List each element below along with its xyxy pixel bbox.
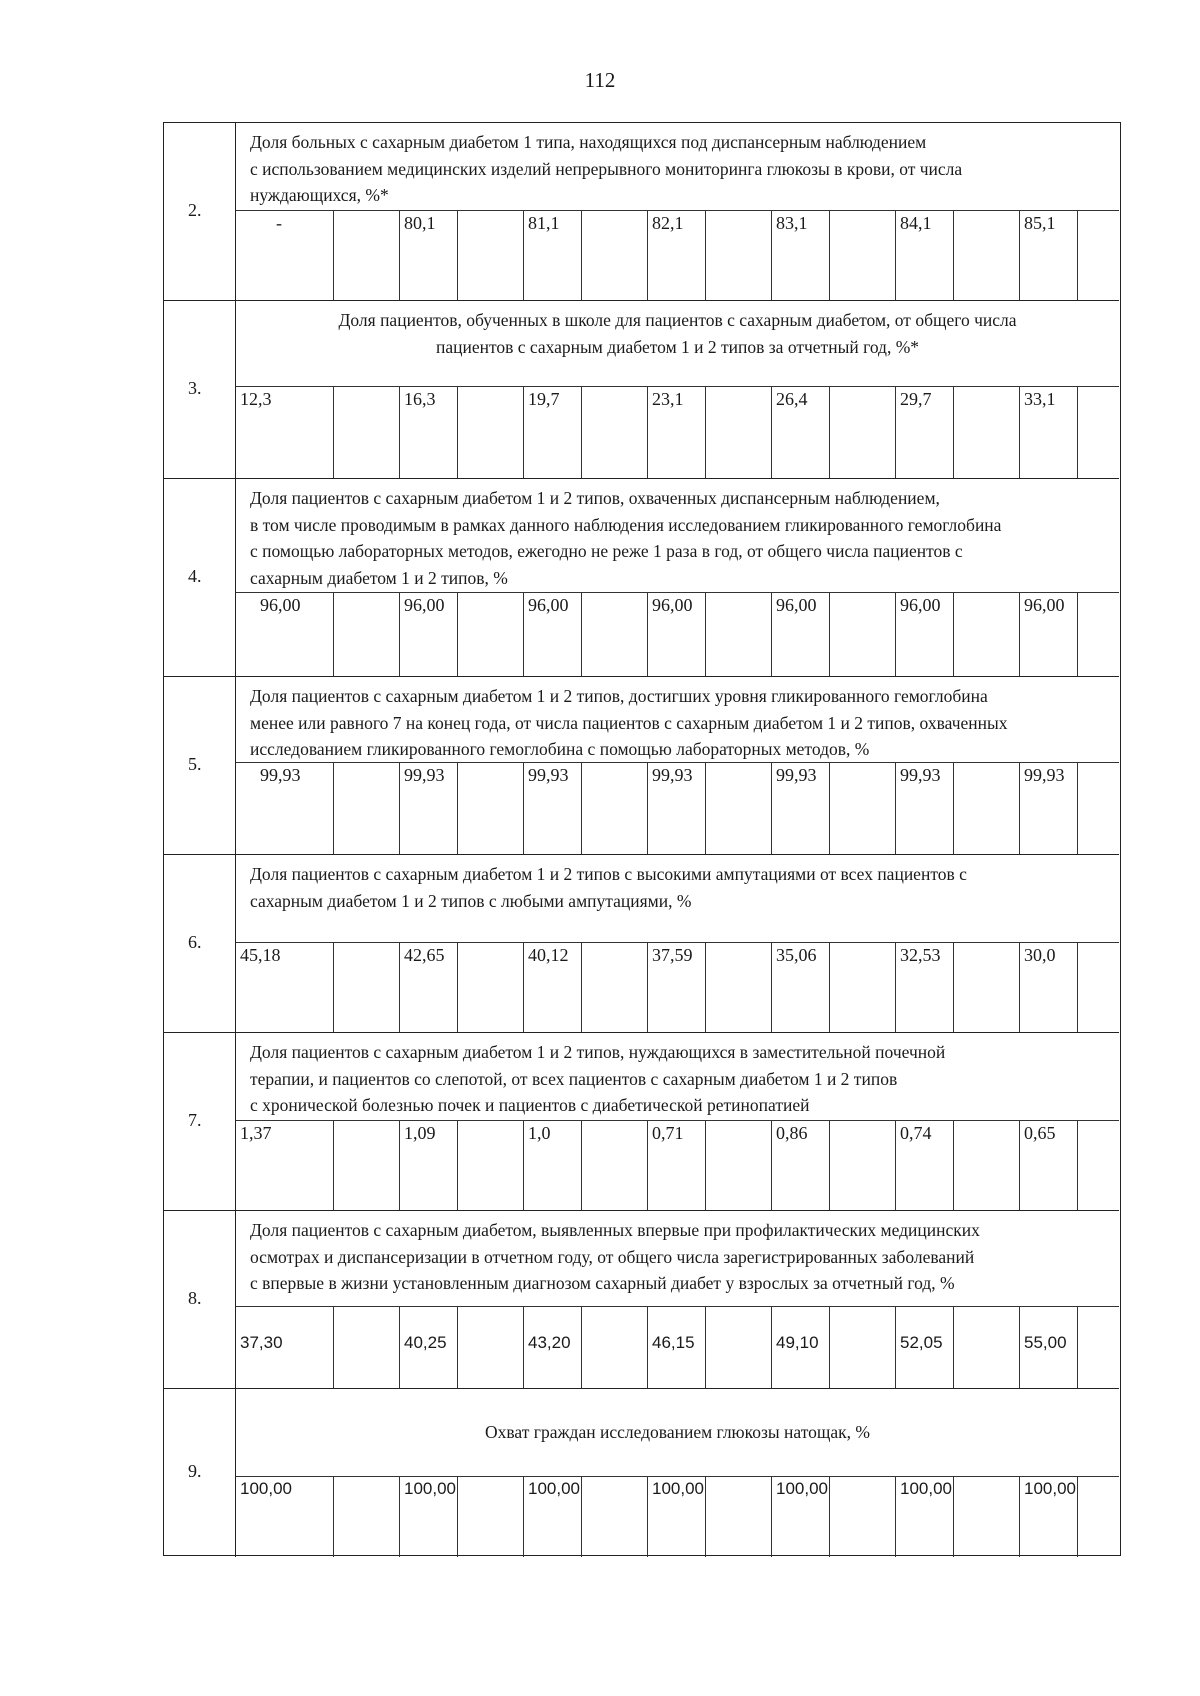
- value-text: 96,00: [1024, 595, 1065, 615]
- row-number: 5.: [188, 754, 202, 774]
- value-cell: [648, 1307, 706, 1388]
- values-strip: [236, 943, 1119, 1032]
- value-cell: [772, 1307, 830, 1388]
- value-text: 1,09: [404, 1123, 436, 1143]
- empty-cell: [954, 593, 1020, 676]
- empty-cell: [458, 943, 524, 1032]
- empty-cell: [582, 1477, 648, 1557]
- empty-cell: [706, 1307, 772, 1388]
- value-cell: [648, 943, 706, 1032]
- value-text: 99,93: [652, 765, 693, 785]
- empty-cell: [458, 763, 524, 854]
- value-cell: [524, 593, 582, 676]
- value-cell: [524, 211, 582, 300]
- value-cell: [896, 1307, 954, 1388]
- value-cell: [896, 763, 954, 854]
- empty-cell: [458, 387, 524, 478]
- value-cell: [1020, 943, 1078, 1032]
- value-text: 99,93: [404, 765, 445, 785]
- value-text: 30,0: [1024, 945, 1056, 965]
- value-text: 96,00: [260, 595, 301, 615]
- row-number: 7.: [188, 1110, 202, 1130]
- value-text: 81,1: [528, 213, 560, 233]
- indicator-heading: [236, 1211, 1119, 1307]
- row-number: 4.: [188, 566, 202, 586]
- indicator-row: [164, 1389, 1119, 1557]
- value-cell: [400, 593, 458, 676]
- value-text: 96,00: [776, 595, 817, 615]
- value-text: 0,71: [652, 1123, 684, 1143]
- empty-cell: [334, 593, 400, 676]
- value-text: 99,93: [260, 765, 301, 785]
- value-text: 37,30: [240, 1333, 283, 1352]
- values-strip: [236, 1121, 1119, 1210]
- empty-cell: [1078, 211, 1119, 300]
- value-cell: [1020, 1477, 1078, 1557]
- empty-cell: [334, 1477, 400, 1557]
- value-text: 42,65: [404, 945, 445, 965]
- value-text: 49,10: [776, 1333, 819, 1352]
- empty-cell: [830, 1477, 896, 1557]
- value-text: 100,00: [776, 1479, 828, 1498]
- value-text: 100,00: [652, 1479, 704, 1498]
- value-text: 99,93: [1024, 765, 1065, 785]
- heading-line: Доля пациентов с сахарным диабетом 1 и 2 типов, охваченных диспансерным наблюдением,: [250, 488, 940, 508]
- value-text: 26,4: [776, 389, 808, 409]
- heading-line: с помощью лабораторных методов, ежегодно не реже 1 раза в год, от общего числа пациентов с: [250, 541, 963, 561]
- values-strip: [236, 1477, 1119, 1557]
- row-number: 2.: [188, 200, 202, 220]
- value-text: 55,00: [1024, 1333, 1067, 1352]
- value-cell: [648, 763, 706, 854]
- value-cell: [400, 1121, 458, 1210]
- value-text: 96,00: [404, 595, 445, 615]
- empty-cell: [582, 1121, 648, 1210]
- value-cell: [1020, 763, 1078, 854]
- value-text: 1,0: [528, 1123, 551, 1143]
- value-cell: [896, 211, 954, 300]
- empty-cell: [706, 593, 772, 676]
- indicator-heading: [236, 677, 1119, 763]
- empty-cell: [706, 211, 772, 300]
- value-text: 0,65: [1024, 1123, 1056, 1143]
- value-cell: [400, 763, 458, 854]
- empty-cell: [830, 1121, 896, 1210]
- empty-cell: [830, 211, 896, 300]
- empty-cell: [334, 211, 400, 300]
- empty-cell: [334, 763, 400, 854]
- indicator-heading: [236, 301, 1119, 387]
- heading-line: с использованием медицинских изделий непрерывного мониторинга глюкозы в крови, от числа: [250, 158, 963, 179]
- empty-cell: [458, 1477, 524, 1557]
- row-number-cell: [164, 1033, 236, 1210]
- heading-line: Доля пациентов с сахарным диабетом 1 и 2 типов с высокими ампутациями от всех пациентов с: [250, 864, 967, 884]
- value-text: 45,18: [240, 945, 281, 965]
- value-text: 84,1: [900, 213, 932, 233]
- empty-cell: [334, 387, 400, 478]
- value-cell: [1020, 211, 1078, 300]
- row-number-cell: [164, 123, 236, 300]
- value-cell: [648, 387, 706, 478]
- empty-cell: [954, 763, 1020, 854]
- empty-cell: [1078, 1477, 1119, 1557]
- heading-line: исследованием гликированного гемоглобина с помощью лабораторных методов, %: [250, 739, 870, 759]
- value-text: 85,1: [1024, 213, 1056, 233]
- values-strip: [236, 593, 1119, 676]
- empty-cell: [830, 763, 896, 854]
- empty-cell: [458, 593, 524, 676]
- heading-line: терапии, и пациентов со слепотой, от всех пациентов с сахарным диабетом 1 и 2 типов: [250, 1068, 898, 1089]
- empty-cell: [706, 1121, 772, 1210]
- value-text: 40,12: [528, 945, 569, 965]
- value-cell: [1020, 1121, 1078, 1210]
- empty-cell: [334, 1121, 400, 1210]
- indicator-heading: [236, 855, 1119, 943]
- value-cell: [1020, 593, 1078, 676]
- value-text: 52,05: [900, 1333, 943, 1352]
- value-cell: [1020, 387, 1078, 478]
- value-cell: [896, 593, 954, 676]
- row-number: 6.: [188, 932, 202, 952]
- heading-line: Доля пациентов с сахарным диабетом, выявленных впервые при профилактических медицинских: [250, 1220, 980, 1240]
- value-cell: [772, 211, 830, 300]
- value-text: 82,1: [652, 213, 684, 233]
- value-text: 83,1: [776, 213, 808, 233]
- empty-cell: [582, 593, 648, 676]
- row-number-cell: [164, 1389, 236, 1557]
- value-text: 33,1: [1024, 389, 1056, 409]
- indicator-heading: [236, 123, 1119, 211]
- value-text: 100,00: [528, 1479, 580, 1498]
- value-cell: [524, 943, 582, 1032]
- value-text: 12,3: [240, 389, 272, 409]
- value-cell: [772, 1121, 830, 1210]
- empty-cell: [334, 1307, 400, 1388]
- value-cell: [400, 387, 458, 478]
- indicators-table: [163, 122, 1121, 1556]
- heading-line: Доля пациентов с сахарным диабетом 1 и 2 типов, достигших уровня гликированного гемоглобина: [250, 686, 988, 706]
- value-cell: [648, 1121, 706, 1210]
- value-text: 96,00: [528, 595, 569, 615]
- empty-cell: [706, 387, 772, 478]
- empty-cell: [706, 943, 772, 1032]
- heading-line: Доля пациентов, обученных в школе для пациентов с сахарным диабетом, от общего числа: [338, 310, 1017, 330]
- value-cell: [524, 387, 582, 478]
- empty-cell: [582, 943, 648, 1032]
- value-cell: [648, 211, 706, 300]
- heading-line: нуждающихся, %*: [250, 185, 389, 205]
- value-cell: [772, 593, 830, 676]
- empty-cell: [1078, 1121, 1119, 1210]
- empty-cell: [954, 1307, 1020, 1388]
- value-cell: [236, 943, 334, 1032]
- indicator-row: [164, 1033, 1119, 1211]
- indicator-row: [164, 479, 1119, 677]
- empty-cell: [954, 1477, 1020, 1557]
- empty-cell: [954, 211, 1020, 300]
- empty-cell: [706, 763, 772, 854]
- indicator-heading: [236, 1033, 1119, 1121]
- row-number-cell: [164, 479, 236, 676]
- page-number: 112: [584, 68, 616, 92]
- value-text: 43,20: [528, 1333, 571, 1352]
- indicator-row: [164, 855, 1119, 1033]
- value-cell: [896, 1477, 954, 1557]
- value-text: 46,15: [652, 1333, 695, 1352]
- value-text: 37,59: [652, 945, 693, 965]
- values-strip: [236, 1307, 1119, 1388]
- value-cell: [896, 387, 954, 478]
- value-text: 0,74: [900, 1123, 932, 1143]
- value-cell: [896, 1121, 954, 1210]
- value-text: 29,7: [900, 389, 932, 409]
- heading-line: менее или равного 7 на конец года, от числа пациентов с сахарным диабетом 1 и 2 типов, охваченных: [250, 712, 1008, 733]
- value-cell: [772, 1477, 830, 1557]
- empty-cell: [458, 1121, 524, 1210]
- value-cell: [236, 1477, 334, 1557]
- heading-line: в том числе проводимым в рамках данного наблюдения исследованием гликированного гемоглобина: [250, 514, 1002, 535]
- empty-cell: [1078, 1307, 1119, 1388]
- value-text: 100,00: [404, 1479, 456, 1498]
- indicator-row: [164, 677, 1119, 855]
- value-cell: [896, 943, 954, 1032]
- row-number: 9.: [188, 1461, 202, 1481]
- empty-cell: [1078, 763, 1119, 854]
- heading-line: Доля больных с сахарным диабетом 1 типа, находящихся под диспансерным наблюдением: [250, 132, 927, 152]
- value-cell: [524, 763, 582, 854]
- value-text: 99,93: [776, 765, 817, 785]
- value-cell: [400, 1477, 458, 1557]
- value-cell: [236, 387, 334, 478]
- row-number: 3.: [188, 378, 202, 398]
- value-text: 35,06: [776, 945, 817, 965]
- row-number-cell: [164, 301, 236, 478]
- row-number: 8.: [188, 1288, 202, 1308]
- indicator-row: [164, 1211, 1119, 1389]
- value-text: 40,25: [404, 1333, 447, 1352]
- value-cell: [1020, 1307, 1078, 1388]
- row-number-cell: [164, 677, 236, 854]
- value-cell: [772, 943, 830, 1032]
- empty-cell: [582, 211, 648, 300]
- value-text: 1,37: [240, 1123, 272, 1143]
- empty-cell: [954, 943, 1020, 1032]
- heading-line: сахарным диабетом 1 и 2 типов с любыми ампутациями, %: [250, 890, 692, 911]
- empty-cell: [1078, 593, 1119, 676]
- values-strip: [236, 211, 1119, 300]
- value-text: -: [276, 213, 282, 233]
- heading-line: Доля пациентов с сахарным диабетом 1 и 2 типов, нуждающихся в заместительной почечной: [250, 1042, 946, 1062]
- value-cell: [236, 1307, 334, 1388]
- heading-line: с хронической болезнью почек и пациентов с диабетической ретинопатией: [250, 1095, 810, 1115]
- value-cell: [648, 593, 706, 676]
- heading-line: сахарным диабетом 1 и 2 типов, %: [250, 567, 508, 588]
- empty-cell: [1078, 943, 1119, 1032]
- indicator-heading: [236, 1389, 1119, 1477]
- value-cell: [524, 1307, 582, 1388]
- empty-cell: [830, 1307, 896, 1388]
- empty-cell: [1078, 387, 1119, 478]
- value-text: 19,7: [528, 389, 560, 409]
- indicator-row: [164, 123, 1119, 301]
- empty-cell: [582, 387, 648, 478]
- row-number-cell: [164, 1211, 236, 1388]
- values-strip: [236, 763, 1119, 854]
- empty-cell: [830, 387, 896, 478]
- heading-line: Охват граждан исследованием глюкозы натощак, %: [485, 1422, 870, 1442]
- empty-cell: [582, 1307, 648, 1388]
- value-text: 32,53: [900, 945, 941, 965]
- value-text: 16,3: [404, 389, 436, 409]
- value-text: 99,93: [528, 765, 569, 785]
- empty-cell: [582, 763, 648, 854]
- value-text: 80,1: [404, 213, 436, 233]
- empty-cell: [334, 943, 400, 1032]
- value-cell: [236, 211, 334, 300]
- value-cell: [400, 1307, 458, 1388]
- value-text: 0,86: [776, 1123, 808, 1143]
- value-text: 100,00: [240, 1479, 292, 1498]
- value-cell: [524, 1477, 582, 1557]
- value-cell: [236, 1121, 334, 1210]
- row-number-cell: [164, 855, 236, 1032]
- value-cell: [648, 1477, 706, 1557]
- empty-cell: [954, 1121, 1020, 1210]
- value-cell: [236, 593, 334, 676]
- value-text: 96,00: [900, 595, 941, 615]
- indicator-row: [164, 301, 1119, 479]
- heading-line: пациентов с сахарным диабетом 1 и 2 типов за отчетный год, %*: [435, 336, 920, 357]
- value-cell: [400, 943, 458, 1032]
- empty-cell: [458, 1307, 524, 1388]
- value-cell: [772, 387, 830, 478]
- values-strip: [236, 387, 1119, 478]
- value-text: 100,00: [1024, 1479, 1076, 1498]
- value-cell: [772, 763, 830, 854]
- value-cell: [524, 1121, 582, 1210]
- empty-cell: [830, 943, 896, 1032]
- value-text: 100,00: [900, 1479, 952, 1498]
- value-cell: [400, 211, 458, 300]
- empty-cell: [458, 211, 524, 300]
- empty-cell: [830, 593, 896, 676]
- value-text: 96,00: [652, 595, 693, 615]
- value-cell: [236, 763, 334, 854]
- indicator-heading: [236, 479, 1119, 593]
- heading-line: с впервые в жизни установленным диагнозом сахарный диабет у взрослых за отчетный год, %: [250, 1273, 955, 1293]
- heading-line: осмотрах и диспансеризации в отчетном году, от общего числа зарегистрированных заболеваний: [250, 1246, 975, 1267]
- empty-cell: [706, 1477, 772, 1557]
- value-text: 23,1: [652, 389, 684, 409]
- value-text: 99,93: [900, 765, 941, 785]
- empty-cell: [954, 387, 1020, 478]
